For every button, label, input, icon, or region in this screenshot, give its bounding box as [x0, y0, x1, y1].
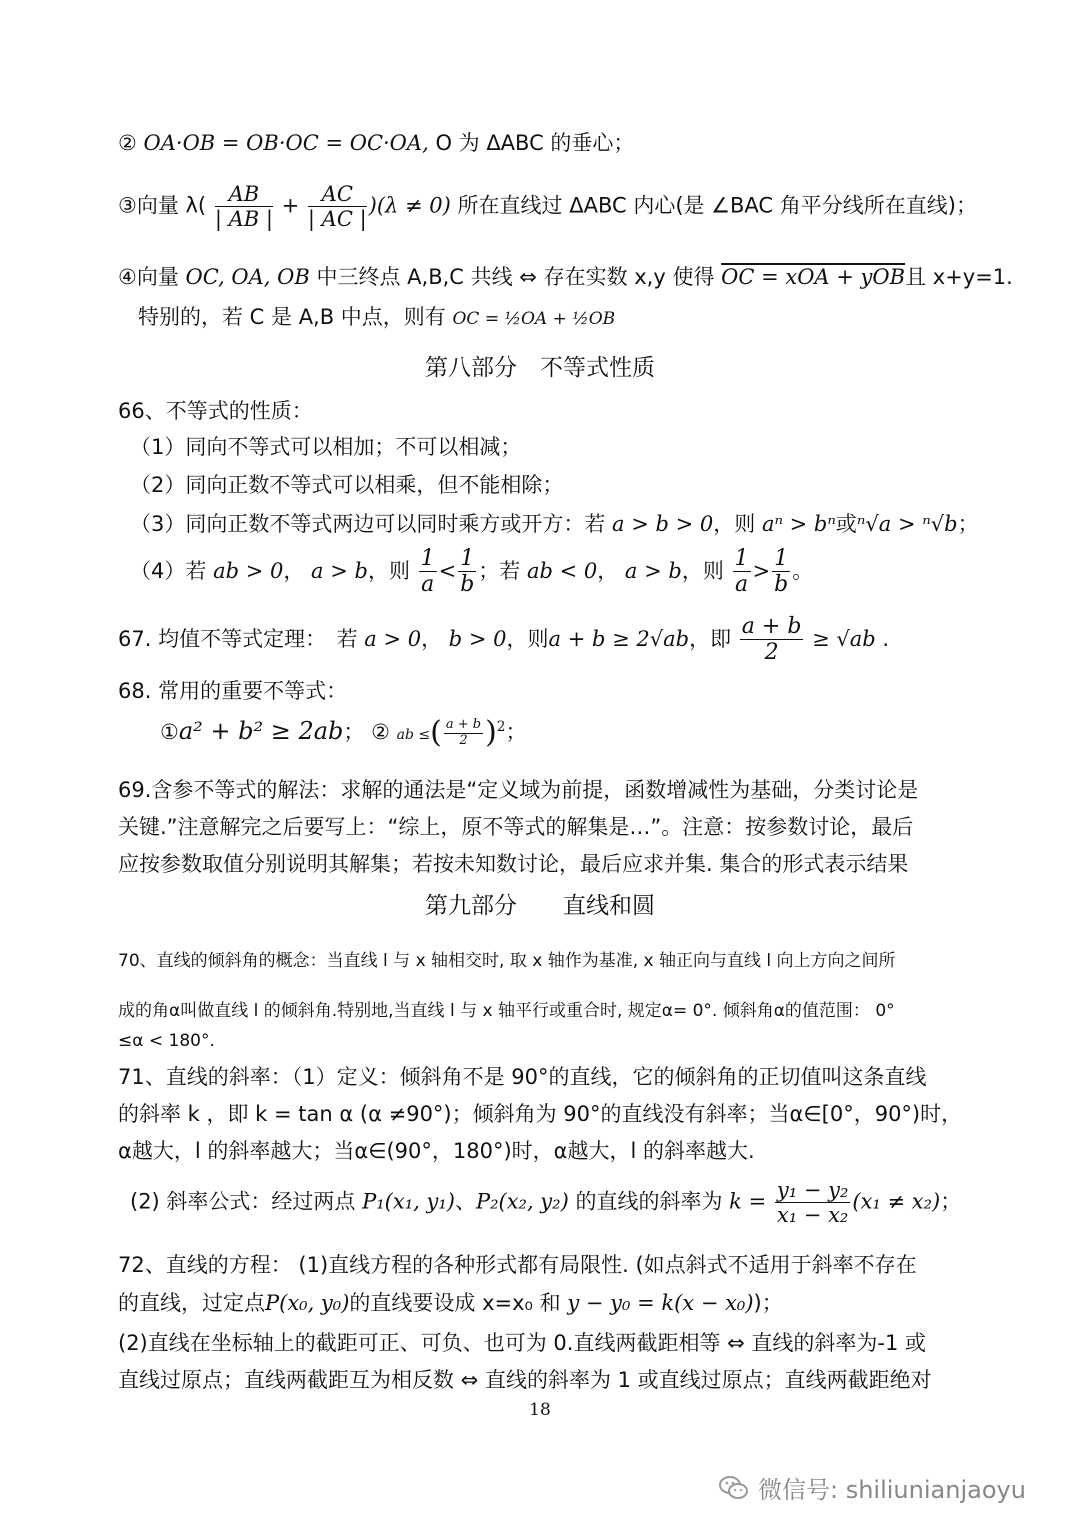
item-67: 67. 均值不等式定理： 若 a > 0， b > 0，则a + b ≥ 2√ab，即 $\frac{a + b}{2}$ ≥ √ab . [118, 614, 890, 666]
formula-1: a² + b² ≥ 2ab [178, 717, 344, 745]
watermark [718, 1470, 1026, 1505]
p4-cond-1: ab > 0 [213, 558, 284, 583]
frac-1-over-b: $\frac{1}{b}$ [774, 546, 789, 598]
p3-power-result: aⁿ > bⁿ [761, 512, 836, 536]
formula-2-end: ； [505, 720, 527, 744]
vector-item-3 [118, 182, 977, 232]
collinear-text-b: 中三终点 A,B,C 共线 ⇔ 存在实数 x,y 使得 [316, 265, 715, 289]
midpoint-text: 特别的，若 C 是 A,B 中点，则有 [138, 305, 446, 329]
point-slope-equation: y − y₀ = k(x − x₀) [567, 1291, 754, 1315]
item-67-ie: ，即 [689, 626, 732, 651]
vector-item-4-special [138, 302, 988, 334]
unit-vector-ac: $\frac{AC}{| AC |}$ [307, 182, 367, 232]
item-72-line-4: 直线过原点；直线两截距互为相反数 ⇔ 直线的斜率为 1 或直线过原点；直线两截距绝对 [118, 1368, 932, 1392]
item-72-line-1: 72、直线的方程： (1)直线方程的各种形式都有局限性. (如点斜式不适用于斜率不存在 [118, 1253, 917, 1277]
collinear-text-a: 向量 [136, 265, 179, 289]
slope-end: ； [940, 1189, 962, 1214]
lambda-condition: )(λ ≠ 0) [368, 193, 451, 218]
item-69-line-1: 69.含参不等式的解法：求解的通法是“定义域为前提，函数增减性为基础，分类讨论是 [118, 778, 919, 802]
page-number: 18 [529, 1400, 551, 1420]
slope-fraction: $\frac{\text{y₁ − y₂}}{\text{x₁ − x₂}}$ [776, 1178, 849, 1228]
p3-condition: a > b > 0 [612, 512, 714, 536]
less-than: < [438, 558, 457, 583]
frac-1-over-a: $\frac{1}{a}$ [734, 546, 749, 598]
item-66-title: 66、不等式的性质： [118, 399, 313, 423]
p3-text: （3）同向正数不等式两边可以同时乘方或开方：若 [130, 512, 606, 536]
item-68-title: 68. 常用的重要不等式： [118, 679, 348, 703]
plus-sign: + [281, 193, 300, 218]
line-eq-text-b: 的直线要设成 x=x₀ 和 [349, 1291, 561, 1315]
collinear-formula: OC = xOA + yOB [721, 265, 906, 289]
p4-then-1: ，则 [367, 558, 410, 583]
item-66-p1: （1）同向不等式可以相加；不可以相减； [130, 435, 522, 459]
orthocenter-text: O 为 ΔABC 的垂心； [435, 131, 635, 155]
greater-than: > [752, 558, 771, 583]
item-marker: ② [118, 131, 137, 155]
item-71-line-3: α越大，l 的斜率越大；当α∈(90°，180°)时，α越大，l 的斜率越大. [118, 1139, 755, 1163]
formula-1-marker: ① [160, 720, 179, 744]
slope-condition: (x₁ ≠ x₂) [852, 1189, 941, 1214]
p3-then: ，则 [713, 512, 756, 536]
p4-prefix: （4）若 [130, 558, 207, 583]
orthocenter-formula: OA·OB = OB·OC = OC·OA, [143, 131, 429, 155]
item-marker: ④ [118, 265, 137, 289]
vector-item-2 [118, 128, 968, 158]
incenter-text: 所在直线过 ΔABC 内心(是 ∠BAC 角平分线所在直线)； [457, 193, 977, 218]
vector-list: OC, OA, OB [185, 265, 310, 289]
slope-k: k = [729, 1189, 767, 1214]
item-70-line-3: ≤α < 180°. [118, 1031, 215, 1051]
collinear-text-c: 且 x+y=1. [905, 265, 1013, 289]
item-71-slope-formula [130, 1178, 980, 1238]
sqrt-ab: ≥ √ab [812, 626, 876, 651]
p4-cond-3: ab < 0 [526, 558, 598, 583]
am-gm-result: a + b ≥ 2√ab [548, 626, 690, 651]
item-72-line-3: (2)直线在坐标轴上的截距可正、可负、也可为 0.直线两截距相等 ⇔ 直线的斜率为-1 或 [118, 1331, 927, 1355]
section-9-heading: 第九部分 直线和圆 [425, 893, 655, 919]
line-eq-text-a: 的直线，过定点 [118, 1291, 265, 1315]
midpoint-formula: OC = ½OA + ½OB [452, 309, 616, 329]
watermark-text: 微信号: shiliunianjaoyu [758, 1476, 1026, 1504]
item-69-line-2: 关键.”注意解完之后要写上：“综上，原不等式的解集是…”。注意：按参数讨论，最后 [118, 815, 914, 839]
item-66-p4: （4）若 ab > 0， a > b，则 $\frac{1}{a}$ < $\frac{1}{b}$ ；若 ab < 0， a > b，则 $\frac{1}{a}$ > $\frac{1}{b}$ 。 [130, 546, 814, 598]
slope-text-b: 的直线的斜率为 [575, 1189, 723, 1214]
p3-end: ； [957, 512, 979, 536]
p4-end: 。 [792, 558, 814, 583]
item-70-line-2: 成的角α叫做直线 l 的倾斜角.特别地,当直线 l 与 x 轴平行或重合时, 规定α= 0°. 倾斜角α的值范围： 0° [118, 1001, 895, 1021]
frac-1-over-b: $\frac{1}{b}$ [460, 546, 475, 598]
line-eq-end: )； [753, 1291, 783, 1315]
wechat-icon [718, 1474, 750, 1502]
item-67-end: . [882, 626, 890, 651]
item-69-line-3: 应按参数取值分别说明其解集；若按未知数讨论，最后应求并集. 集合的形式表示结果 [118, 852, 909, 876]
p3-or: 或 [835, 512, 857, 536]
formula-2-marker: ② [371, 720, 390, 744]
p3-root-result: ⁿ√a > ⁿ√b [856, 512, 958, 536]
item-67-cond-2: b > 0 [448, 626, 507, 651]
frac-1-over-a: $\frac{1}{a}$ [420, 546, 435, 598]
frac-half-sum: $\frac{a + b}{2}$ [445, 716, 482, 748]
formula-2-lhs: ab ≤ [396, 727, 431, 743]
item-67-prefix: 67. 均值不等式定理： 若 [118, 626, 358, 651]
p4-mid: ；若 [478, 558, 521, 583]
item-66-p3 [130, 509, 980, 539]
unit-vector-ab: $\frac{AB}{| AB |}$ [214, 182, 273, 232]
p4-cond-2: a > b [311, 558, 368, 583]
incenter-prefix: 向量 λ( [136, 193, 207, 218]
item-67-then: ，则 [506, 626, 549, 651]
section-8-heading: 第八部分 不等式性质 [425, 355, 655, 381]
item-marker: ③ [118, 193, 137, 218]
item-67-cond-1: a > 0 [364, 626, 422, 651]
p4-then-2: ，则 [681, 558, 724, 583]
item-70-line-1: 70、直线的倾斜角的概念：当直线 l 与 x 轴相交时, 取 x 轴作为基准, x 轴正向与直线 l 向上方向之间所 [118, 951, 896, 971]
item-66-p2: （2）同向正数不等式可以相乘，但不能相除； [130, 473, 564, 497]
point-separator: 、 [454, 1189, 476, 1214]
point-p2: P₂(x₂, y₂) [475, 1189, 569, 1214]
point-p1: P₁(x₁, y₁) [362, 1189, 455, 1214]
slope-text-a: (2) 斜率公式：经过两点 [130, 1189, 356, 1214]
item-72-line-2 [118, 1288, 968, 1318]
item-71-line-2: 的斜率 k ，即 k = tan α (α ≠90°)；倾斜角为 90°的直线没有斜率；当α∈[0°，90°)时， [118, 1102, 963, 1126]
separator: ； [343, 720, 365, 744]
vector-item-4 [118, 262, 1013, 292]
item-68-formulas: ①a² + b² ≥ 2ab； ② ab ≤( $\frac{a + b}{2}$ )$^2$； [160, 715, 527, 750]
frac-mean: $\frac{a + b}{2}$ [741, 614, 802, 666]
p4-cond-4: a > b [624, 558, 682, 583]
item-71-line-1: 71、直线的斜率：（1）定义：倾斜角不是 90°的直线，它的倾斜角的正切值叫这条直线 [118, 1065, 927, 1089]
fixed-point: P(x₀, y₀) [265, 1291, 350, 1315]
